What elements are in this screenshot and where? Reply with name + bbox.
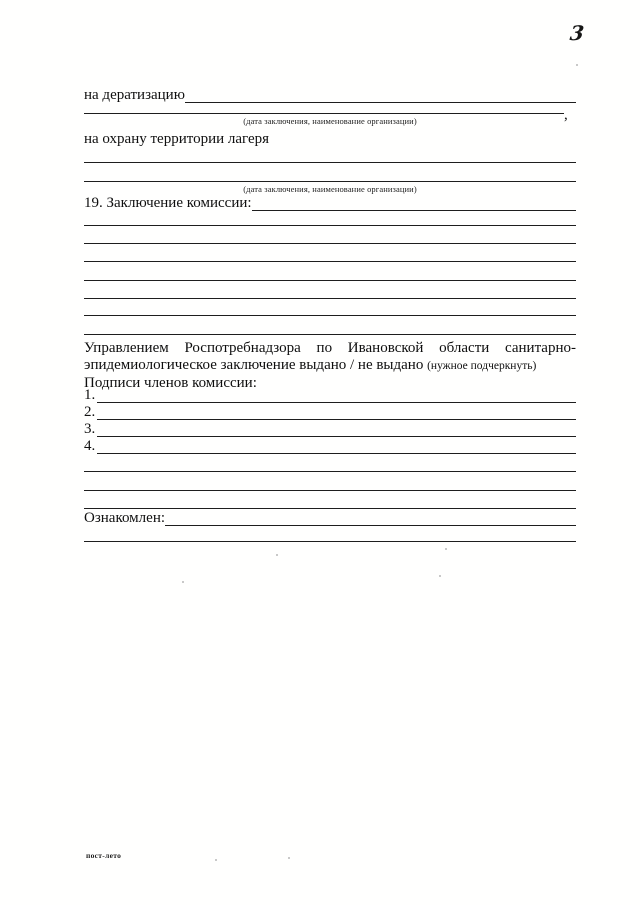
blank-line	[84, 226, 576, 244]
signature-blank-line	[97, 402, 576, 403]
territory-guard-label: на охрану территории лагеря	[84, 131, 270, 147]
blank-line	[84, 316, 576, 335]
trailing-comma: ,	[564, 107, 568, 123]
form-content	[84, 84, 576, 542]
blank-line	[84, 262, 576, 281]
conclusion-blank-line	[252, 210, 576, 211]
caption-date-org-2: (дата заключения, наименование организации)	[243, 184, 417, 194]
scan-speck	[215, 859, 217, 861]
blank-line	[84, 454, 576, 472]
field-row-territory-guard	[84, 130, 576, 149]
blank-line	[84, 299, 576, 316]
signatures-heading: Подписи членов комиссии:	[84, 375, 257, 391]
signature-row	[84, 437, 576, 454]
signature-row	[84, 403, 576, 420]
field-row-deratization	[84, 84, 576, 103]
scan-speck	[288, 857, 290, 859]
signature-number: 2.	[84, 404, 96, 420]
blank-line	[84, 211, 576, 226]
statement-paragraph	[84, 340, 576, 392]
footer-code: пост-лето	[86, 851, 122, 860]
blank-line	[84, 281, 576, 299]
acknowledged-label: Ознакомлен:	[84, 510, 166, 526]
field-row-conclusion	[84, 196, 576, 211]
signature-number: 3.	[84, 421, 96, 437]
signature-number: 1.	[84, 387, 96, 403]
signature-blank-line	[97, 436, 576, 437]
blank-line	[84, 163, 576, 182]
signature-blank-line	[97, 453, 576, 454]
signature-blank-line	[97, 419, 576, 420]
blank-line	[84, 526, 576, 542]
scan-speck	[439, 575, 441, 577]
statement-line-1: Управлением Роспотребнадзора по Ивановской области санитарно-	[84, 340, 576, 356]
continuation-blank-line	[84, 113, 564, 114]
scan-speck	[276, 554, 278, 556]
statement-line-2-text: эпидемиологическое заключение выдано / не выдано	[84, 357, 424, 373]
statement-line-2	[84, 357, 576, 375]
scan-speck	[445, 548, 447, 550]
blank-line	[84, 472, 576, 491]
signature-row	[84, 387, 576, 403]
signature-number: 4.	[84, 438, 96, 454]
deratization-label: на дератизацию	[84, 87, 185, 103]
field-row-acknowledged	[84, 509, 576, 526]
blank-line	[84, 491, 576, 509]
scan-speck	[182, 581, 184, 583]
blank-line	[84, 244, 576, 262]
scan-speck	[576, 64, 578, 66]
deratization-blank-line	[185, 102, 576, 103]
signature-row	[84, 420, 576, 437]
page-number: 3	[568, 20, 586, 46]
conclusion-label: 19. Заключение комиссии:	[84, 195, 252, 211]
blank-line	[84, 149, 576, 163]
caption-date-org-1: (дата заключения, наименование организации)	[243, 116, 417, 126]
acknowledged-blank-line	[165, 525, 576, 526]
statement-line-2-note: (нужное подчеркнуть)	[427, 360, 537, 372]
